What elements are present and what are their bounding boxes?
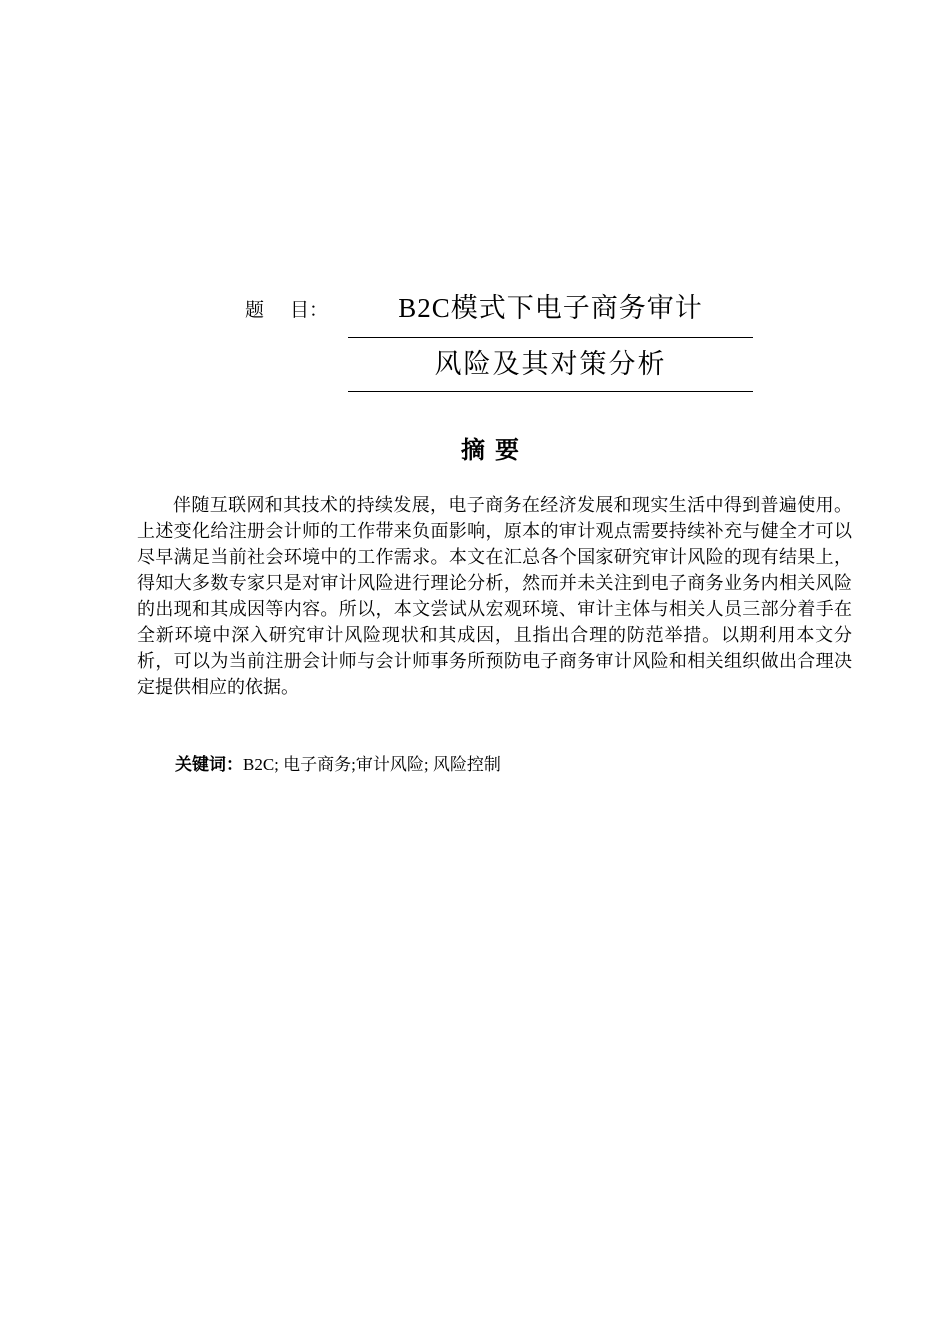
keywords-line [175,750,501,775]
title-underline-1 [348,337,753,338]
title-label [245,295,328,322]
thesis-title-line-1: B2C模式下电子商务审计 [398,293,703,323]
title-underline-2 [348,391,753,392]
abstract-body: 伴随互联网和其技术的持续发展，电子商务在经济发展和现实生活中得到普遍使用。上述变化给注册会计师的工作带来负面影响，原本的审计观点需要持续补充与健全才可以尽早满足当前社会环境中的工作需求。本文在汇总各个国家研究审计风险的现有结果上，得知大多数专家只是对审计风险进行理论分析，然而并未关注到电子商务业务内相关风险的出现和其成因等内容。所以，本文尝试从宏观环境、审计主体与相关人员三部分着手在全新环境中深入研究审计风险现状和其成因，且指出合理的防范举措。以期利用本文分析，可以为当前注册会计师与会计师事务所预防电子商务审计风险和相关组织做出合理决定提供相应的依据。 [137,495,852,697]
title-label-char-2: 目： [290,300,329,321]
keywords-label: 关键词： [175,755,243,774]
title-label-char-1: 题 [245,300,265,321]
thesis-title-line-2: 风险及其对策分析 [434,349,667,379]
abstract-heading: 摘要 [461,438,529,464]
keywords-value: B2C; 电子商务;审计风险; 风险控制 [243,755,501,774]
